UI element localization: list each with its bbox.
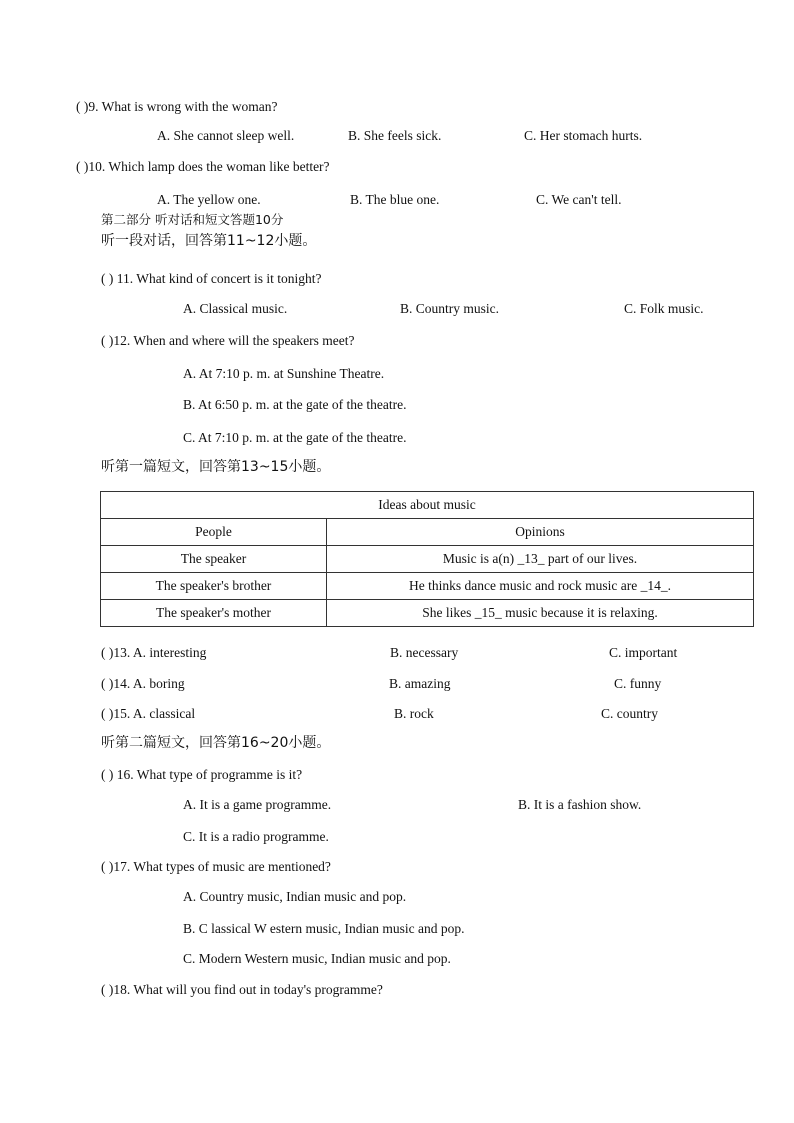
question-13-option-c: C. important <box>609 645 678 660</box>
table-row <box>101 600 754 627</box>
question-11-option-b: B. Country music. <box>400 301 500 316</box>
column-header-opinions: Opinions <box>327 519 754 546</box>
opinion-cell: Music is a(n) _13_ part of our lives. <box>327 546 754 573</box>
passage-2-instruction: 听第二篇短文，回答第16~20小题。 <box>101 735 331 751</box>
question-16-option-b: B. It is a fashion show. <box>518 797 642 812</box>
question-16-option-c: C. It is a radio programme. <box>183 829 329 844</box>
passage-1-instruction: 听第一篇短文，回答第13~15小题。 <box>101 459 331 475</box>
question-14-stem: ( )14. A. boring <box>101 676 185 691</box>
question-12-option-c: C. At 7:10 p. m. at the gate of the theatre. <box>183 430 407 445</box>
question-15-option-b: B. rock <box>394 706 434 721</box>
table-row <box>101 546 754 573</box>
question-10-option-a: A. The yellow one. <box>157 192 261 207</box>
question-12-stem: ( )12. When and where will the speakers meet? <box>101 333 355 348</box>
opinion-cell: He thinks dance music and rock music are _14_. <box>327 573 754 600</box>
question-12-option-b: B. At 6:50 p. m. at the gate of the theatre. <box>183 397 407 412</box>
question-10-option-c: C. We can't tell. <box>536 192 622 207</box>
question-11-option-a: A. Classical music. <box>183 301 288 316</box>
people-cell: The speaker's mother <box>101 600 327 627</box>
column-header-people: People <box>101 519 327 546</box>
question-16-stem: ( ) 16. What type of programme is it? <box>101 767 303 782</box>
question-17-stem: ( )17. What types of music are mentioned? <box>101 859 331 874</box>
question-9-option-a: A. She cannot sleep well. <box>157 128 295 143</box>
question-13-stem: ( )13. A. interesting <box>101 645 207 660</box>
question-11-option-c: C. Folk music. <box>624 301 704 316</box>
question-10-stem: ( )10. Which lamp does the woman like better? <box>76 159 330 174</box>
question-9-option-c: C. Her stomach hurts. <box>524 128 643 143</box>
people-cell: The speaker <box>101 546 327 573</box>
ideas-about-music-table <box>100 491 754 627</box>
question-14-option-b: B. amazing <box>389 676 451 691</box>
question-9-option-b: B. She feels sick. <box>348 128 442 143</box>
question-15-option-c: C. country <box>601 706 658 721</box>
question-18-stem: ( )18. What will you find out in today's programme? <box>101 982 383 997</box>
question-14-option-c: C. funny <box>614 676 662 691</box>
question-11-stem: ( ) 11. What kind of concert is it tonight? <box>101 271 322 286</box>
question-17-option-c: C. Modern Western music, Indian music and pop. <box>183 951 451 966</box>
opinion-cell: She likes _15_ music because it is relaxing. <box>327 600 754 627</box>
table-row <box>101 573 754 600</box>
question-13-option-b: B. necessary <box>390 645 459 660</box>
question-15-stem: ( )15. A. classical <box>101 706 196 721</box>
people-cell: The speaker's brother <box>101 573 327 600</box>
question-16-option-a: A. It is a game programme. <box>183 797 332 812</box>
question-17-option-a: A. Country music, Indian music and pop. <box>183 889 407 904</box>
question-10-option-b: B. The blue one. <box>350 192 440 207</box>
question-12-option-a: A. At 7:10 p. m. at Sunshine Theatre. <box>183 366 385 381</box>
question-9-stem: ( )9. What is wrong with the woman? <box>76 99 278 114</box>
part-2-heading: 第二部分 听对话和短文答题10分 <box>101 212 284 227</box>
question-17-option-b: B. C lassical W estern music, Indian music and pop. <box>183 921 465 936</box>
table-title: Ideas about music <box>101 492 754 519</box>
table-header-row <box>101 519 754 546</box>
dialogue-instruction: 听一段对话，回答第11~12小题。 <box>101 233 317 249</box>
table-title-row <box>101 492 754 519</box>
